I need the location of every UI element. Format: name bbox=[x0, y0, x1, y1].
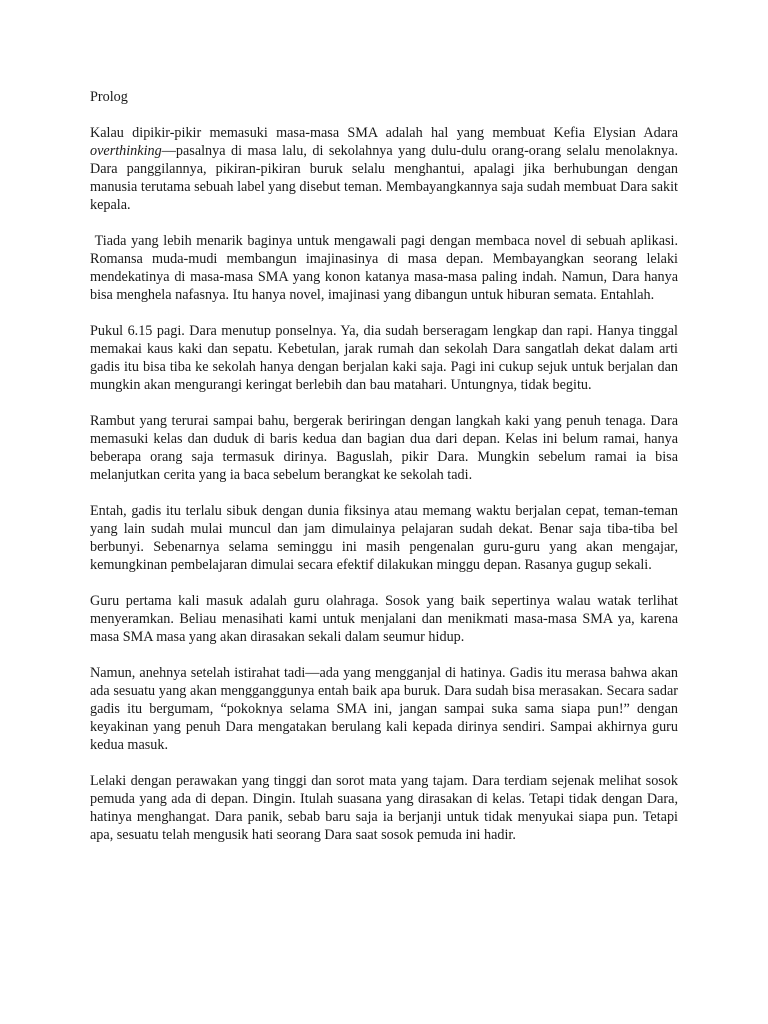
paragraph-6: Guru pertama kali masuk adalah guru olahraga. Sosok yang baik sepertinya walau watak terlihat menyeramkan. Beliau menasihati kami untuk menjalani dan menikmati masa-masa SMA ya, karena masa SMA masa yang akan dirasakan sekali dalam seumur hidup. bbox=[90, 593, 678, 645]
paragraph-8: Lelaki dengan perawakan yang tinggi dan sorot mata yang tajam. Dara terdiam sejenak melihat sosok pemuda yang ada di depan. Dingin. Itulah suasana yang dirasakan di kelas. Tetapi tidak dengan Dara, hatinya menghangat. Dara panik, sebab baru saja ia berjanji untuk tidak menyukai siapa pun. Tetapi apa, sesuatu telah mengusik hati seorang Dara saat sosok pemuda ini hadir. bbox=[90, 773, 678, 843]
paragraph-7: Namun, anehnya setelah istirahat tadi—ada yang mengganjal di hatinya. Gadis itu merasa bahwa akan ada sesuatu yang akan mengganggunya entah baik apa buruk. Dara sudah bisa merasakan. Secara sadar gadis itu bergumam, “pokoknya selama SMA ini, jangan sampai suka sama siapa pun!” dengan keyakinan yang penuh Dara mengatakan berulang kali kepada dirinya sendiri. Sampai akhirnya guru kedua masuk. bbox=[90, 665, 678, 753]
paragraph-1 bbox=[90, 124, 678, 214]
document-page bbox=[90, 88, 678, 862]
paragraph-1-text-end: —pasalnya di masa lalu, di sekolahnya yang dulu-dulu orang-orang selalu menolaknya. Dara panggilannya, pikiran-pikiran buruk selalu menghantui, apalagi jika berhubungan dengan manusia terutama sebuah label yang disebut teman. Membayangkannya saja sudah membuat Dara sakit kepala. bbox=[90, 143, 678, 213]
paragraph-1-italic-term: overthinking bbox=[90, 143, 162, 159]
paragraph-4: Rambut yang terurai sampai bahu, bergerak beriringan dengan langkah kaki yang penuh tenaga. Dara memasuki kelas dan duduk di baris kedua dan bagian dua dari depan. Kelas ini belum ramai, hanya beberapa orang saja termasuk dirinya. Baguslah, pikir Dara. Mungkin sebelum ramai ia bisa melanjutkan cerita yang ia baca sebelum berangkat ke sekolah tadi. bbox=[90, 413, 678, 483]
paragraph-1-text-start: Kalau dipikir-pikir memasuki masa-masa SMA adalah hal yang membuat Kefia Elysian Adara bbox=[90, 125, 678, 141]
document-title: Prolog bbox=[90, 89, 128, 105]
paragraph-2: Tiada yang lebih menarik baginya untuk mengawali pagi dengan membaca novel di sebuah aplikasi. Romansa muda-mudi membangun imajinasinya di masa depan. Membayangkan seorang lelaki mendekatinya di masa-masa SMA yang konon katanya masa-masa paling indah. Namun, Dara hanya bisa menghela nafasnya. Itu hanya novel, imajinasi yang dibangun untuk hiburan semata. Entahlah. bbox=[90, 233, 678, 303]
paragraph-5: Entah, gadis itu terlalu sibuk dengan dunia fiksinya atau memang waktu berjalan cepat, teman-teman yang lain sudah mulai muncul dan jam dimulainya pelajaran sudah dekat. Benar saja tiba-tiba bel berbunyi. Sebenarnya selama seminggu ini masih pengenalan guru-guru yang akan mengajar, kemungkinan pembelajaran dimulai secara efektif dilakukan minggu depan. Rasanya gugup sekali. bbox=[90, 503, 678, 573]
paragraph-3: Pukul 6.15 pagi. Dara menutup ponselnya. Ya, dia sudah berseragam lengkap dan rapi. Hanya tinggal memakai kaus kaki dan sepatu. Kebetulan, jarak rumah dan sekolah Dara sangatlah dekat dalam arti gadis itu bisa tiba ke sekolah hanya dengan berjalan kaki saja. Pagi ini cukup sejuk untuk berjalan dan mungkin akan mengurangi keringat berlebih dan bau matahari. Untungnya, tidak begitu. bbox=[90, 323, 678, 393]
